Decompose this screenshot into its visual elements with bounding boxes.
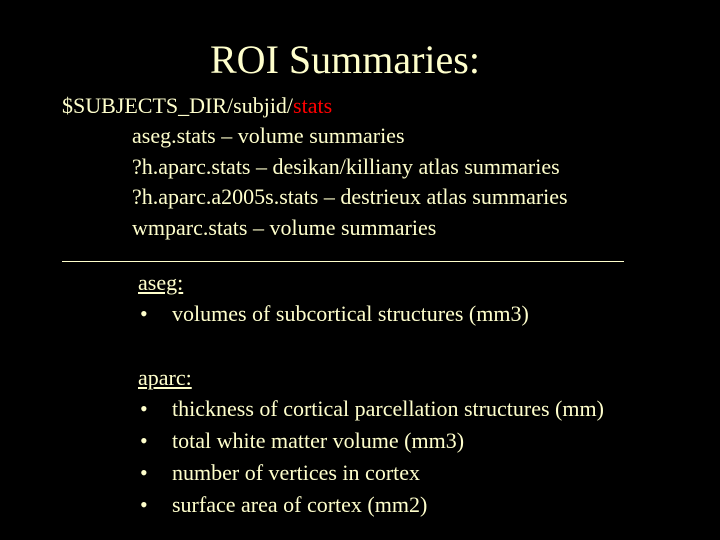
path-highlight-stats: stats <box>293 93 333 118</box>
section-heading-aseg: aseg: <box>138 270 184 295</box>
bullet-dot-icon: • <box>140 460 148 485</box>
bullet-text: volumes of subcortical structures (mm3) <box>172 301 529 326</box>
bullet-item <box>138 457 604 489</box>
bullet-dot-icon: • <box>140 492 148 517</box>
bullet-text: surface area of cortex (mm2) <box>172 492 428 517</box>
stats-file-item: wmparc.stats – volume summaries <box>132 214 437 240</box>
path-prefix: $SUBJECTS_DIR/subjid/ <box>62 93 294 118</box>
section-heading-aparc: aparc: <box>138 365 192 390</box>
stats-file-item: aseg.stats – volume summaries <box>132 123 405 148</box>
bullet-list-aseg <box>138 298 529 330</box>
divider-line <box>62 261 624 262</box>
bullet-item <box>138 298 529 330</box>
bullet-dot-icon: • <box>140 301 148 326</box>
slide-title: ROI Summaries: <box>210 37 480 82</box>
bullet-text: number of vertices in cortex <box>172 460 421 485</box>
bullet-item <box>138 425 604 457</box>
stats-file-item: ?h.aparc.stats – desikan/killiany atlas summaries <box>132 153 560 179</box>
bullet-dot-icon: • <box>140 428 148 453</box>
bullet-item <box>138 489 604 521</box>
bullet-text: total white matter volume (mm3) <box>172 428 465 453</box>
section-aseg <box>138 268 529 330</box>
bullet-item <box>138 393 604 425</box>
stats-file-item: ?h.aparc.a2005s.stats – destrieux atlas summaries <box>132 184 568 209</box>
stats-file-list <box>132 121 568 243</box>
section-aparc <box>138 363 604 521</box>
bullet-dot-icon: • <box>140 396 148 421</box>
stats-directory-path <box>62 92 332 120</box>
bullet-list-aparc <box>138 393 604 521</box>
bullet-text: thickness of cortical parcellation structures (mm) <box>172 396 604 421</box>
